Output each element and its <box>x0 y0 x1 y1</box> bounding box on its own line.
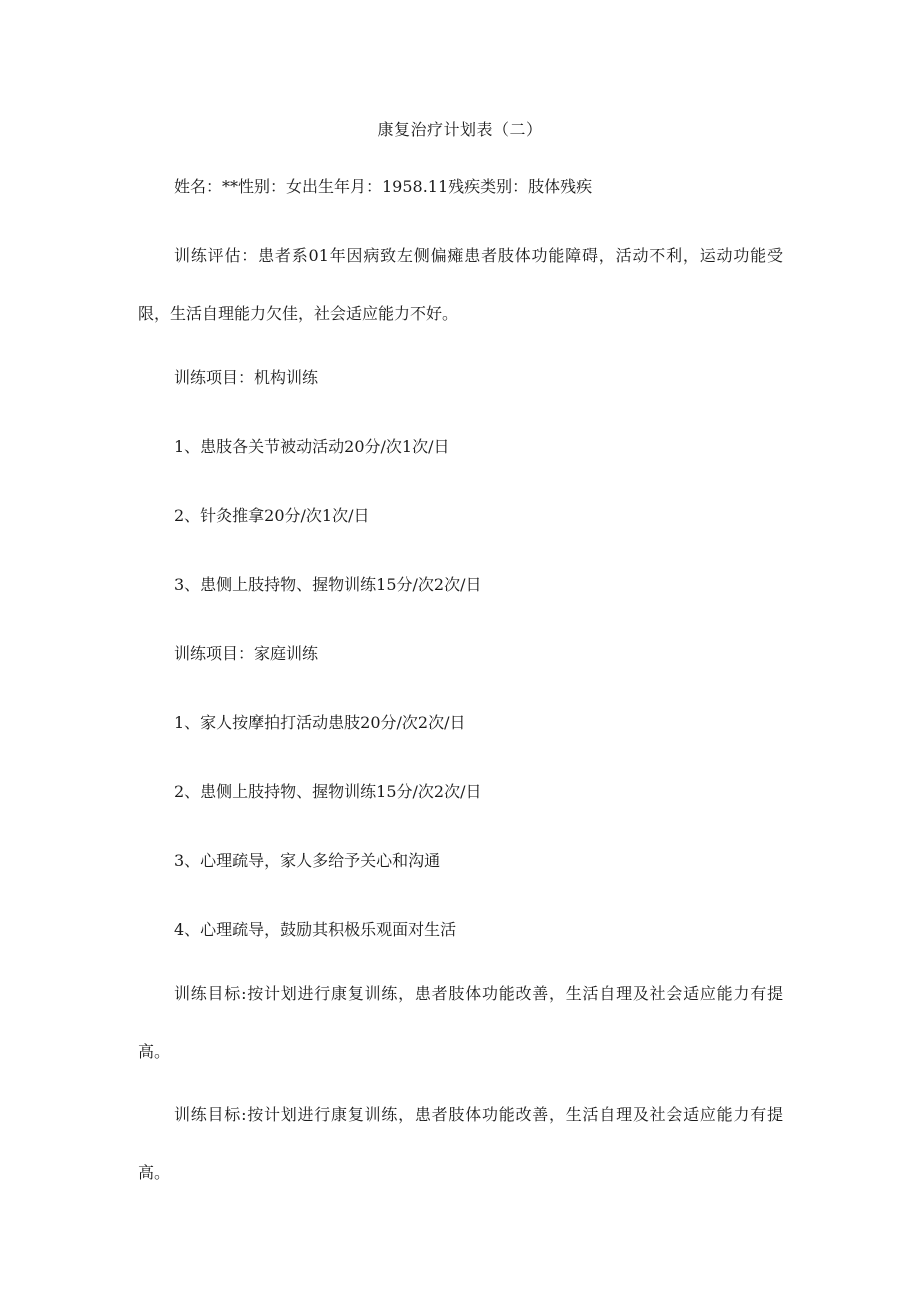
home-item-2: 2、患侧上肢持物、握物训练15分/次2次/日 <box>174 782 482 801</box>
institution-item-3: 3、患侧上肢持物、握物训练15分/次2次/日 <box>174 575 482 594</box>
training-goal-1: 训练目标:按计划进行康复训练，患者肢体功能改善，生活自理及社会适应能力有提高。 <box>138 984 783 1061</box>
institution-item-2: 2、针灸推拿20分/次1次/日 <box>174 506 370 525</box>
home-item-3: 3、心理疏导，家人多给予关心和沟通 <box>174 851 441 870</box>
home-training-heading: 训练项目：家庭训练 <box>174 644 319 663</box>
training-assessment: 训练评估：患者系01年因病致左侧偏瘫患者肢体功能障碍，活动不利，运动功能受限，生活自理能力欠佳，社会适应能力不好。 <box>138 246 783 323</box>
training-goal-2: 训练目标:按计划进行康复训练，患者肢体功能改善，生活自理及社会适应能力有提高。 <box>138 1105 783 1182</box>
institution-training-heading: 训练项目：机构训练 <box>174 368 319 387</box>
home-item-1: 1、家人按摩拍打活动患肢20分/次2次/日 <box>174 713 466 732</box>
patient-info: 姓名：**性别：女出生年月：1958.11残疾类别：肢体残疾 <box>174 177 593 196</box>
home-item-4: 4、心理疏导，鼓励其积极乐观面对生活 <box>174 920 457 939</box>
document-title: 康复治疗计划表（二） <box>377 120 543 139</box>
institution-item-1: 1、患肢各关节被动活动20分/次1次/日 <box>174 437 450 456</box>
